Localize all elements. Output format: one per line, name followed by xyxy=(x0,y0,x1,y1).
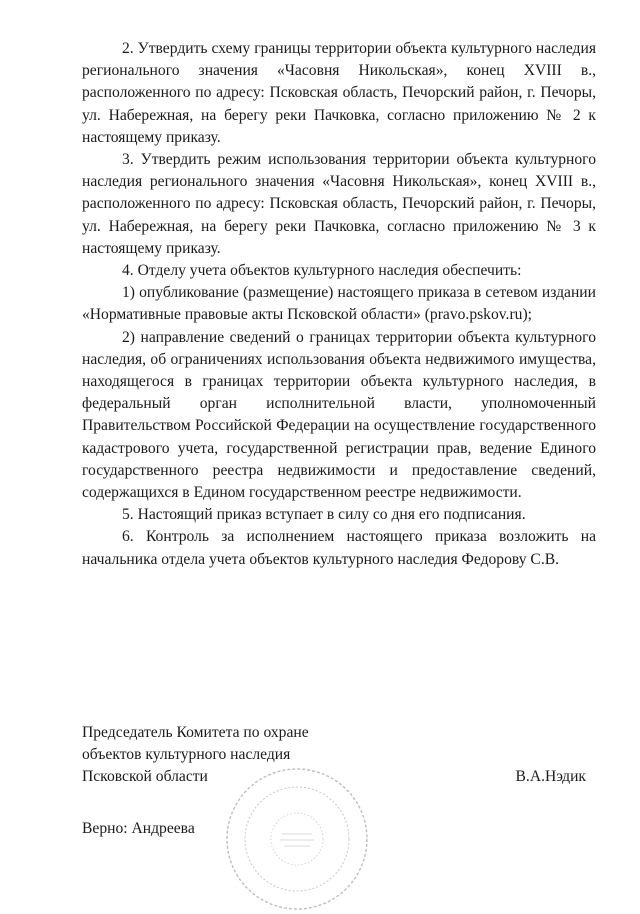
round-seal-icon xyxy=(222,764,372,914)
paragraph-4: 4. Отделу учета объектов культурного наследия обеспечить: xyxy=(122,262,522,280)
paragraph-3: 3. Утвердить режим использования территории объекта культурного наследия регионального значения «Часовня Никольская», конец XVIII в., расположенного по адресу: Псковская область, Печорский район, г. Печоры, ул. Набережная, на берегу реки Пачковка, согласно приложению № 3 к настоящему приказу. xyxy=(82,151,596,257)
paragraph-4-1: 1) опубликование (размещение) настоящего приказа в сетевом издании «Нормативные правовые акты Псковской области» (pravo.pskov.ru); xyxy=(82,284,596,324)
signatory-title-line3: Псковской области xyxy=(82,768,208,785)
paragraph-6: 6. Контроль за исполнением настоящего приказа возложить на начальника отдела учета объектов культурного наследия Федорову С.В. xyxy=(82,528,596,568)
signatory-title-line1: Председатель Комитета по охране xyxy=(82,724,309,741)
paragraph-5: 5. Настоящий приказ вступает в силу со дня его подписания. xyxy=(122,506,526,524)
signatory-title-line2: объектов культурного наследия xyxy=(82,746,291,763)
document-body xyxy=(82,38,596,571)
paragraph-4-2: 2) направление сведений о границах территории объекта культурного наследия, об ограничениях использования объекта недвижимого имущества, находящегося в границах территории объекта культурного наследия, в федеральный орган исполнительной власти, уполномоченный Правительством Российской Федерации на осуществление государственного кадастрового учета, государственной регистрации прав, ведение Единого государственного реестра недвижимости и предоставление сведений, содержащихся в Едином государственном реестре недвижимости. xyxy=(82,328,596,502)
signatory-name: В.А.Нэдик xyxy=(515,768,586,785)
verified-by: Верно: Андреева xyxy=(82,820,195,837)
paragraph-2: 2. Утвердить схему границы территории объекта культурного наследия регионального значения «Часовня Никольская», конец XVIII в., расположенного по адресу: Псковская область, Печорский район, г. Печоры, ул. Набережная, на берегу реки Пачковка, согласно приложению № 2 к настоящему приказу. xyxy=(82,40,596,146)
